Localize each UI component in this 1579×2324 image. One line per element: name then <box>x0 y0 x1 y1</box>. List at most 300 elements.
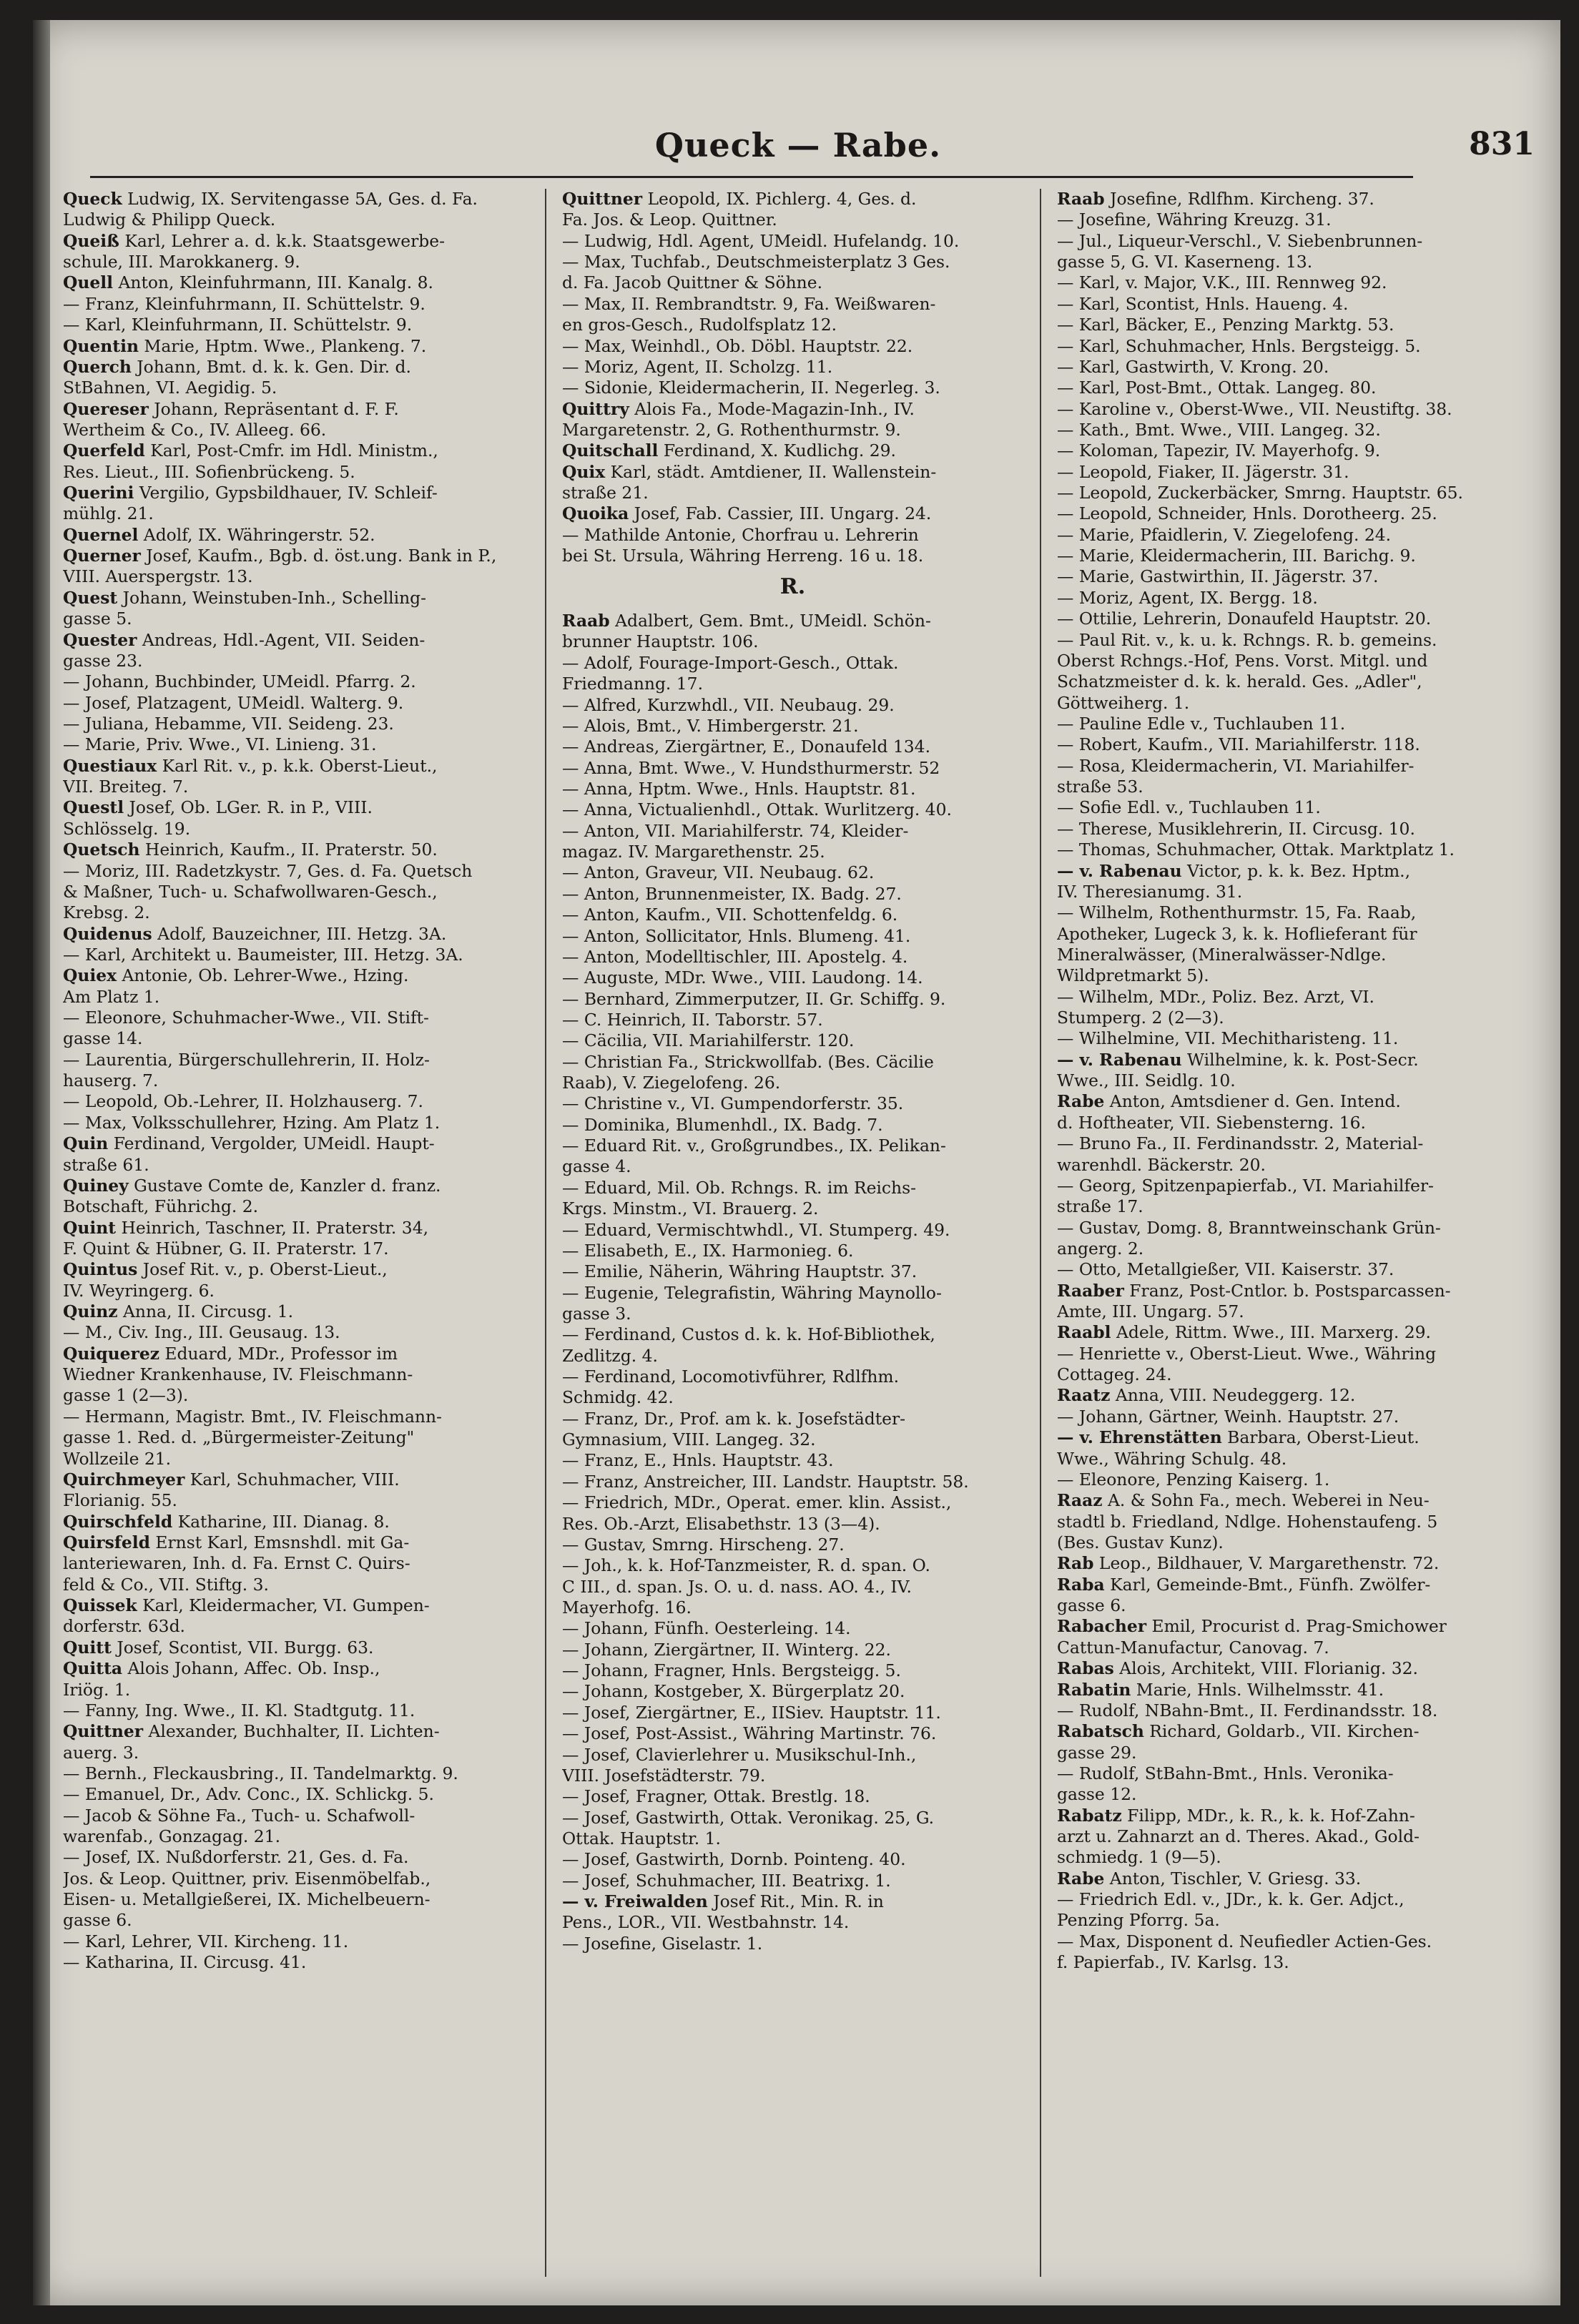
entry-text: Wildpretmarkt 5). <box>1057 965 1209 986</box>
entry-text: — Anton, VII. Mariahilferstr. 74, Kleider- <box>562 820 909 841</box>
directory-entry-line <box>1057 566 1525 587</box>
entry-surname: Quintus <box>63 1259 138 1280</box>
directory-entry-line <box>562 1387 1023 1408</box>
directory-entry-line <box>1057 483 1525 503</box>
entry-text: — Joh., k. k. Hof-Tanzmeister, R. d. span. O. <box>562 1555 930 1576</box>
entry-text: Johann, Weinstuben-Inh., Schelling- <box>117 587 427 608</box>
directory-entry-line <box>562 420 1023 440</box>
entry-text: — Rudolf, NBahn-Bmt., II. Ferdinandsstr. 18. <box>1057 1700 1438 1720</box>
entry-text: — Thomas, Schuhmacher, Ottak. Marktplatz 1. <box>1057 840 1455 860</box>
directory-entry-line <box>63 1196 528 1217</box>
entry-text: — Bernhard, Zimmerputzer, II. Gr. Schiffg. 9. <box>562 988 946 1009</box>
entry-text: Krgs. Minstm., VI. Brauerg. 2. <box>562 1198 819 1219</box>
entry-text: — Katharina, II. Circusg. 41. <box>63 1952 307 1973</box>
directory-entry-line <box>1057 1133 1525 1154</box>
directory-entry-line <box>562 1178 1023 1198</box>
entry-text: Alois Johann, Affec. Ob. Insp., <box>122 1658 380 1679</box>
entry-text: Eduard, MDr., Professor im <box>159 1343 398 1364</box>
directory-entry-line <box>63 1301 528 1322</box>
entry-text: — Pauline Edle v., Tuchlauben 11. <box>1057 713 1346 734</box>
entry-text: — Josef, Ziergärtner, E., IISiev. Hauptstr. 11. <box>562 1702 941 1723</box>
directory-entry-line <box>562 1891 1023 1912</box>
directory-entry-line <box>1057 1239 1525 1259</box>
entry-text: VIII. Auerspergstr. 13. <box>63 566 253 587</box>
entry-text: Wiedner Krankenhause, IV. Fleischmann- <box>63 1364 413 1385</box>
entry-text: IV. Weyringerg. 6. <box>63 1280 215 1301</box>
entry-text: — Hermann, Magistr. Bmt., IV. Fleischmann- <box>63 1406 442 1427</box>
directory-entry-line <box>1057 1532 1525 1553</box>
directory-entry-line <box>1057 693 1525 714</box>
entry-text: — Eduard, Mil. Ob. Rchngs. R. im Reichs- <box>562 1177 916 1198</box>
entry-text: — Marie, Gastwirthin, II. Jägerstr. 37. <box>1057 566 1379 587</box>
entry-text: gasse 5. <box>63 609 132 629</box>
directory-entry-line <box>63 1364 528 1385</box>
entry-text: straße 21. <box>562 483 649 503</box>
directory-entry-line <box>1057 924 1525 945</box>
entry-text: — Juliana, Hebamme, VII. Seideng. 23. <box>63 713 394 734</box>
directory-entry-line <box>1057 1322 1525 1343</box>
directory-entry-line <box>562 1156 1023 1177</box>
entry-text: gasse 1. Red. d. „Bürgermeister-Zeitung" <box>63 1427 415 1448</box>
directory-entry-line <box>63 1322 528 1343</box>
directory-entry-line <box>562 1808 1023 1828</box>
entry-text: — Robert, Kaufm., VII. Mariahilferstr. 118. <box>1057 734 1420 755</box>
entry-text: — Fanny, Ing. Wwe., II. Kl. Stadtgutg. 11. <box>63 1700 415 1720</box>
entry-text: Andreas, Hdl.-Agent, VII. Seiden- <box>137 629 426 650</box>
entry-text: gasse 3. <box>562 1303 631 1324</box>
directory-entry-line <box>562 1912 1023 1933</box>
entry-text: Cottageg. 24. <box>1057 1364 1172 1385</box>
directory-entry-line <box>1057 797 1525 818</box>
entry-text: — Emilie, Näherin, Währing Hauptstr. 37. <box>562 1261 918 1282</box>
directory-entry-line <box>562 1367 1023 1387</box>
entry-text: — Jacob & Söhne Fa., Tuch- u. Schafwoll- <box>63 1805 415 1826</box>
directory-entry-line <box>1057 1680 1525 1700</box>
directory-entry-line <box>1057 1218 1525 1239</box>
entry-surname: Rabacher <box>1057 1616 1147 1637</box>
directory-entry-line <box>562 440 1023 461</box>
entry-text: IV. Theresianumg. 31. <box>1057 881 1243 902</box>
entry-text: — Leopold, Zuckerbäcker, Smrng. Hauptstr. 65. <box>1057 483 1463 503</box>
entry-text: — Elisabeth, E., IX. Harmonieg. 6. <box>562 1240 854 1261</box>
directory-entry-line <box>63 1532 528 1553</box>
entry-text: Filipp, MDr., k. R., k. k. Hof-Zahn- <box>1121 1805 1415 1826</box>
entry-text: gasse 23. <box>63 650 143 671</box>
column-divider <box>545 189 546 2277</box>
entry-surname: — v. Rabenau <box>1057 1049 1182 1070</box>
directory-entry-line <box>562 653 1023 674</box>
directory-entry-line <box>1057 1155 1525 1176</box>
entry-text: Marie, Hptm. Wwe., Plankeng. 7. <box>138 335 427 356</box>
directory-entry-line <box>1057 1658 1525 1679</box>
directory-entry-line <box>562 884 1023 905</box>
directory-entry-line <box>1057 378 1525 398</box>
entry-text: — Rudolf, StBahn-Bmt., Hnls. Veronika- <box>1057 1763 1394 1783</box>
directory-entry-line <box>63 1743 528 1763</box>
directory-entry-line <box>63 651 528 671</box>
directory-entry-line <box>562 378 1023 398</box>
entry-text: — Marie, Pfaidlerin, V. Ziegelofeng. 24. <box>1057 524 1392 545</box>
entry-surname: Querch <box>63 356 132 377</box>
entry-text: gasse 12. <box>1057 1784 1137 1805</box>
entry-surname: — v. Freiwalden <box>562 1891 708 1912</box>
directory-entry-line <box>562 1220 1023 1241</box>
directory-entry-line <box>63 1113 528 1133</box>
entry-text: Vergilio, Gypsbildhauer, IV. Schleif- <box>134 483 438 503</box>
entry-surname: Rabatsch <box>1057 1721 1144 1742</box>
directory-entry-line <box>562 1261 1023 1282</box>
entry-text: — Johann, Gärtner, Weinh. Hauptstr. 27. <box>1057 1406 1400 1427</box>
entry-text: d. Fa. Jacob Quittner & Söhne. <box>562 272 823 293</box>
entry-text: Anna, II. Circusg. 1. <box>117 1301 294 1322</box>
directory-entry-line <box>1057 987 1525 1008</box>
entry-text: — Max, Weinhdl., Ob. Döbl. Hauptstr. 22. <box>562 335 913 356</box>
entry-surname: Quiquerez <box>63 1343 159 1364</box>
entry-text: — Johann, Kostgeber, X. Bürgerplatz 20. <box>562 1681 905 1702</box>
directory-entry-line <box>1057 1616 1525 1637</box>
entry-text: — Kath., Bmt. Wwe., VIII. Langeg. 32. <box>1057 419 1381 440</box>
entry-surname: Quittner <box>63 1721 144 1742</box>
directory-entry-line <box>562 1283 1023 1304</box>
entry-surname: Quirchmeyer <box>63 1469 185 1490</box>
entry-text: feld & Co., VII. Stiftg. 3. <box>63 1574 269 1595</box>
directory-entry-line <box>63 819 528 840</box>
entry-surname: Quentin <box>63 335 139 356</box>
entry-text: (Bes. Gustav Kunz). <box>1057 1532 1224 1552</box>
directory-entry-line <box>63 1091 528 1112</box>
entry-text: — Marie, Priv. Wwe., VI. Linieng. 31. <box>63 734 377 755</box>
entry-surname: — v. Ehrenstätten <box>1057 1427 1222 1448</box>
entry-surname: Quissek <box>63 1595 137 1616</box>
entry-text: & Maßner, Tuch- u. Schafwollwaren-Gesch., <box>63 881 438 902</box>
directory-entry-line <box>1057 1344 1525 1364</box>
directory-entry-line <box>63 756 528 777</box>
entry-text: hauserg. 7. <box>63 1070 159 1091</box>
directory-entry-line <box>63 378 528 398</box>
entry-surname: Queck <box>63 189 122 209</box>
entry-text: gasse 4. <box>562 1156 631 1177</box>
directory-entry-line <box>63 1680 528 1700</box>
entry-text: — Max, Tuchfab., Deutschmeisterplatz 3 Ges. <box>562 252 950 272</box>
entry-text: Florianig. 55. <box>63 1490 177 1511</box>
entry-text: — Auguste, MDr. Wwe., VIII. Laudong. 14. <box>562 967 923 988</box>
directory-entry-line <box>63 315 528 335</box>
entry-text: Apotheker, Lugeck 3, k. k. Hoflieferant für <box>1057 923 1417 944</box>
directory-entry-line <box>1057 651 1525 671</box>
directory-entry-line <box>1057 840 1525 860</box>
directory-entry-line <box>562 1660 1023 1681</box>
entry-text: Ferdinand, X. Kudlichg. 29. <box>658 440 896 461</box>
entry-text: Res. Lieut., III. Sofienbrückeng. 5. <box>63 461 355 482</box>
entry-text: Adolf, Bauzeichner, III. Hetzg. 3A. <box>152 923 447 944</box>
entry-text: — Laurentia, Bürgerschullehrerin, II. Holz- <box>63 1049 430 1070</box>
directory-entry-line <box>1057 1469 1525 1490</box>
directory-entry-line <box>1057 420 1525 440</box>
directory-entry-line <box>1057 210 1525 230</box>
entry-text: Anton, Kleinfuhrmann, III. Kanalg. 8. <box>113 272 433 293</box>
entry-text: Schmidg. 42. <box>562 1387 674 1408</box>
entry-surname: Quell <box>63 272 114 293</box>
directory-entry-line <box>63 231 528 252</box>
entry-text: — Anton, Graveur, VII. Neubaug. 62. <box>562 862 875 883</box>
entry-text: — Josef, Gastwirth, Dornb. Pointeng. 40. <box>562 1849 906 1870</box>
directory-entry-line <box>562 546 1023 566</box>
entry-text: Heinrich, Kaufm., II. Praterstr. 50. <box>139 840 438 860</box>
directory-entry-line <box>63 1427 528 1448</box>
entry-surname: Rabas <box>1057 1658 1114 1679</box>
entry-text: Richard, Goldarb., VII. Kirchen- <box>1143 1721 1420 1742</box>
entry-text: Katharine, III. Dianag. 8. <box>172 1511 390 1532</box>
directory-entry-line <box>63 840 528 860</box>
entry-text: Wertheim & Co., IV. Alleeg. 66. <box>63 419 327 440</box>
entry-text: en gros-Gesch., Rudolfsplatz 12. <box>562 315 837 335</box>
entry-text: Victor, p. k. k. Bez. Hptm., <box>1181 860 1411 881</box>
directory-entry-line <box>1057 1931 1525 1952</box>
entry-text: straße 17. <box>1057 1196 1143 1217</box>
directory-entry-line <box>1057 1784 1525 1805</box>
entry-text: — Leopold, Fiaker, II. Jägerstr. 31. <box>1057 461 1349 482</box>
directory-entry-line <box>1057 1910 1525 1931</box>
entry-text: — Therese, Musiklehrerin, II. Circusg. 10. <box>1057 818 1415 839</box>
directory-entry-line <box>1057 1281 1525 1301</box>
entry-surname: Quin <box>63 1133 109 1154</box>
directory-entry-line <box>562 252 1023 272</box>
entry-text: — Wilhelmine, VII. Mechitharisteng. 11. <box>1057 1028 1399 1049</box>
directory-entry-line <box>1057 630 1525 651</box>
entry-surname: Quint <box>63 1217 117 1238</box>
entry-text: Oberst Rchngs.-Hof, Pens. Vorst. Mitgl. und <box>1057 650 1428 671</box>
directory-entry-line <box>1057 1638 1525 1658</box>
directory-entry-line <box>63 1595 528 1616</box>
entry-text: A. & Sohn Fa., mech. Weberei in Neu- <box>1102 1490 1430 1511</box>
directory-entry-line <box>63 1952 528 1973</box>
directory-entry-line <box>562 905 1023 925</box>
entry-text: Amte, III. Ungarg. 57. <box>1057 1301 1244 1322</box>
entry-text: — Karl, Post-Bmt., Ottak. Langeg. 80. <box>1057 378 1377 398</box>
directory-entry-line <box>1057 1847 1525 1868</box>
directory-entry-line <box>63 693 528 714</box>
entry-text: gasse 5, G. VI. Kaserneng. 13. <box>1057 252 1313 272</box>
directory-entry-line <box>63 797 528 818</box>
directory-entry-line <box>562 189 1023 210</box>
directory-entry-line <box>63 1763 528 1784</box>
entry-text: Karl, Post-Cmfr. im Hdl. Ministm., <box>144 440 438 461</box>
directory-entry-line <box>63 1638 528 1658</box>
entry-text: Josef, Scontist, VII. Burgg. 63. <box>111 1637 374 1658</box>
directory-entry-line <box>63 902 528 923</box>
entry-text: — Josef, IX. Nußdorferstr. 21, Ges. d. Fa. <box>63 1847 409 1868</box>
directory-entry-line <box>1057 1301 1525 1322</box>
directory-column-3 <box>1057 189 1525 2277</box>
entry-surname: Quitt <box>63 1637 112 1658</box>
directory-entry-line <box>63 1490 528 1511</box>
directory-entry-line <box>562 1241 1023 1261</box>
entry-text: dorferstr. 63d. <box>63 1616 185 1637</box>
entry-text: Emil, Procurist d. Prag-Smichower <box>1146 1616 1447 1637</box>
directory-entry-line <box>562 1849 1023 1870</box>
entry-surname: Rabatz <box>1057 1805 1122 1826</box>
directory-entry-line <box>63 1344 528 1364</box>
directory-entry-line <box>1057 861 1525 882</box>
entry-surname: Quoika <box>562 503 629 524</box>
directory-entry-line <box>63 1070 528 1091</box>
directory-entry-line <box>562 716 1023 737</box>
entry-surname: Raabl <box>1057 1322 1111 1343</box>
entry-text: Adele, Rittm. Wwe., III. Marxerg. 29. <box>1111 1322 1431 1343</box>
directory-entry-line <box>63 1050 528 1070</box>
entry-text: — Leopold, Ob.-Lehrer, II. Holzhauserg. 7. <box>63 1091 423 1112</box>
entry-text: — Franz, E., Hnls. Hauptstr. 43. <box>562 1450 834 1471</box>
entry-text: Gustave Comte de, Kanzler d. franz. <box>128 1175 441 1196</box>
directory-entry-line <box>1057 1176 1525 1196</box>
directory-entry-line <box>63 1008 528 1028</box>
entry-text: — Anton, Kaufm., VII. Schottenfeldg. 6. <box>562 905 898 925</box>
directory-entry-line <box>63 272 528 293</box>
directory-entry-line <box>63 336 528 357</box>
directory-entry-line <box>63 1239 528 1259</box>
directory-entry-line <box>562 294 1023 315</box>
entry-text: — Franz, Anstreicher, III. Landstr. Hauptstr. 58. <box>562 1471 969 1492</box>
entry-text: magaz. IV. Margarethenstr. 25. <box>562 842 825 862</box>
entry-surname: — v. Rabenau <box>1057 860 1182 881</box>
entry-text: Josef Rit., Min. R. in <box>707 1891 884 1912</box>
entry-text: Pens., LOR., VII. Westbahnstr. 14. <box>562 1912 850 1933</box>
page-number: 831 <box>1469 126 1535 162</box>
directory-entry-line <box>562 1429 1023 1450</box>
entry-text: Josef, Fab. Cassier, III. Ungarg. 24. <box>629 503 932 524</box>
directory-entry-line <box>1057 1721 1525 1742</box>
directory-entry-line <box>63 483 528 503</box>
entry-text: Wwe., Währing Schulg. 48. <box>1057 1448 1287 1469</box>
entry-text: — Marie, Kleidermacherin, III. Barichg. 9. <box>1057 546 1416 566</box>
directory-entry-line <box>562 758 1023 779</box>
directory-entry-line <box>63 294 528 315</box>
directory-entry-line <box>63 1028 528 1049</box>
entry-text: gasse 6. <box>63 1910 132 1931</box>
entry-text: Josef, Ob. LGer. R. in P., VIII. <box>124 797 373 818</box>
entry-text: Botschaft, Führichg. 2. <box>63 1196 259 1217</box>
directory-entry-line <box>1057 1826 1525 1847</box>
entry-text: — Adolf, Fourage-Import-Gesch., Ottak. <box>562 652 899 673</box>
entry-text: — C. Heinrich, II. Taborstr. 57. <box>562 1009 823 1030</box>
directory-entry-line <box>1057 1259 1525 1280</box>
entry-text: — Josef, Clavierlehrer u. Musikschul-Inh., <box>562 1744 917 1765</box>
directory-entry-line <box>562 674 1023 694</box>
entry-text: — Franz, Kleinfuhrmann, II. Schüttelstr. 9. <box>63 293 426 314</box>
directory-entry-line <box>562 1681 1023 1702</box>
directory-entry-line <box>63 1218 528 1239</box>
directory-entry-line <box>1057 503 1525 524</box>
directory-entry-line <box>562 1555 1023 1576</box>
directory-entry-line <box>1057 1050 1525 1070</box>
entry-surname: Quittry <box>562 398 629 419</box>
directory-entry-line <box>1057 462 1525 483</box>
directory-entry-line <box>1057 1196 1525 1217</box>
entry-text: Karl, Schuhmacher, VIII. <box>185 1469 400 1490</box>
entry-text: Karl, städt. Amtdiener, II. Wallenstein- <box>605 461 937 482</box>
directory-entry-line <box>63 609 528 629</box>
entry-surname: Raab <box>1057 189 1105 209</box>
entry-text: Ferdinand, Vergolder, UMeidl. Haupt- <box>108 1133 435 1154</box>
directory-entry-line <box>1057 1113 1525 1133</box>
directory-entry-line <box>1057 1407 1525 1427</box>
directory-entry-line <box>63 1512 528 1532</box>
entry-text: Ludwig & Philipp Queck. <box>63 210 276 230</box>
directory-entry-line <box>562 737 1023 757</box>
entry-text: — Anna, Hptm. Wwe., Hnls. Hauptstr. 81. <box>562 778 916 799</box>
entry-text: — Georg, Spitzenpapierfab., VI. Mariahilfer- <box>1057 1175 1434 1196</box>
directory-entry-line <box>1057 1952 1525 1973</box>
entry-text: — Karl, Schuhmacher, Hnls. Bergsteigg. 5. <box>1057 335 1421 356</box>
entry-text: Josefine, Rdlfhm. Kircheng. 37. <box>1104 189 1374 209</box>
directory-entry-line <box>562 1304 1023 1324</box>
directory-entry-line <box>562 1115 1023 1136</box>
entry-text: — Moriz, III. Radetzkystr. 7, Ges. d. Fa. Quetsch <box>63 860 473 881</box>
entry-text: — Josefine, Währing Kreuzg. 31. <box>1057 210 1332 230</box>
entry-text: gasse 6. <box>1057 1595 1126 1616</box>
page-header-title: Queck — Rabe. <box>654 126 942 164</box>
directory-entry-line <box>1057 1070 1525 1091</box>
directory-entry-line <box>562 926 1023 947</box>
entry-text: Johann, Repräsentant d. F. F. <box>148 398 399 419</box>
entry-text: — Sofie Edl. v., Tuchlauben 11. <box>1057 797 1321 818</box>
directory-entry-line <box>562 1052 1023 1073</box>
directory-entry-line <box>1057 357 1525 378</box>
directory-entry-line <box>63 525 528 546</box>
entry-text: Karl, Lehrer a. d. k.k. Staatsgewerbe- <box>119 230 445 251</box>
entry-text: — Wilhelm, Rothenthurmstr. 15, Fa. Raab, <box>1057 902 1417 923</box>
entry-text: Krebsg. 2. <box>63 902 150 923</box>
entry-text: — Alois, Bmt., V. Himbergerstr. 21. <box>562 715 859 736</box>
entry-text: — Karl, Bäcker, E., Penzing Marktg. 53. <box>1057 315 1394 335</box>
directory-entry-line <box>63 588 528 609</box>
directory-entry-line <box>63 1449 528 1469</box>
directory-entry-line <box>1057 1008 1525 1028</box>
directory-entry-line <box>1057 714 1525 734</box>
entry-text: — Alfred, Kurzwhdl., VII. Neubaug. 29. <box>562 694 895 715</box>
entry-surname: Questl <box>63 797 124 818</box>
directory-entry-line <box>63 882 528 902</box>
entry-text: Jos. & Leop. Quittner, priv. Eisenmöbelfab., <box>63 1868 431 1889</box>
entry-text: — Karl, v. Major, V.K., III. Rennweg 92. <box>1057 272 1387 293</box>
entry-text: — Johann, Fragner, Hnls. Bergsteigg. 5. <box>562 1660 901 1681</box>
entry-text: — Johann, Buchbinder, UMeidl. Pfarrg. 2. <box>63 671 416 692</box>
entry-text: schule, III. Marokkanerg. 9. <box>63 252 300 272</box>
directory-entry-line <box>63 630 528 651</box>
directory-entry-line <box>562 1577 1023 1597</box>
entry-surname: Quix <box>562 461 606 482</box>
entry-surname: Quirsfeld <box>63 1532 150 1552</box>
entry-text: — Moriz, Agent, IX. Bergg. 18. <box>1057 587 1318 608</box>
directory-entry-line <box>1057 272 1525 293</box>
directory-entry-line <box>1057 440 1525 461</box>
entry-text: — Cäcilia, VII. Mariahilferstr. 120. <box>562 1030 855 1051</box>
directory-entry-line <box>562 1136 1023 1156</box>
entry-text: — Karl, Lehrer, VII. Kircheng. 11. <box>63 1931 349 1951</box>
directory-entry-line <box>562 947 1023 967</box>
entry-text: f. Papierfab., IV. Karlsg. 13. <box>1057 1952 1289 1973</box>
entry-text: — Karl, Architekt u. Baumeister, III. Hetzg. 3A. <box>63 944 463 965</box>
directory-entry-line <box>1057 1427 1525 1448</box>
directory-entry-line <box>562 1745 1023 1766</box>
directory-entry-line <box>1057 231 1525 252</box>
directory-entry-line <box>562 989 1023 1010</box>
entry-text: d. Hoftheater, VII. Siebensterng. 16. <box>1057 1112 1366 1133</box>
entry-text: — Josef, Gastwirth, Ottak. Veronikag. 25, G. <box>562 1807 935 1828</box>
entry-text: Schlösselg. 19. <box>63 818 191 839</box>
directory-entry-line <box>562 525 1023 546</box>
directory-entry-line <box>562 315 1023 335</box>
